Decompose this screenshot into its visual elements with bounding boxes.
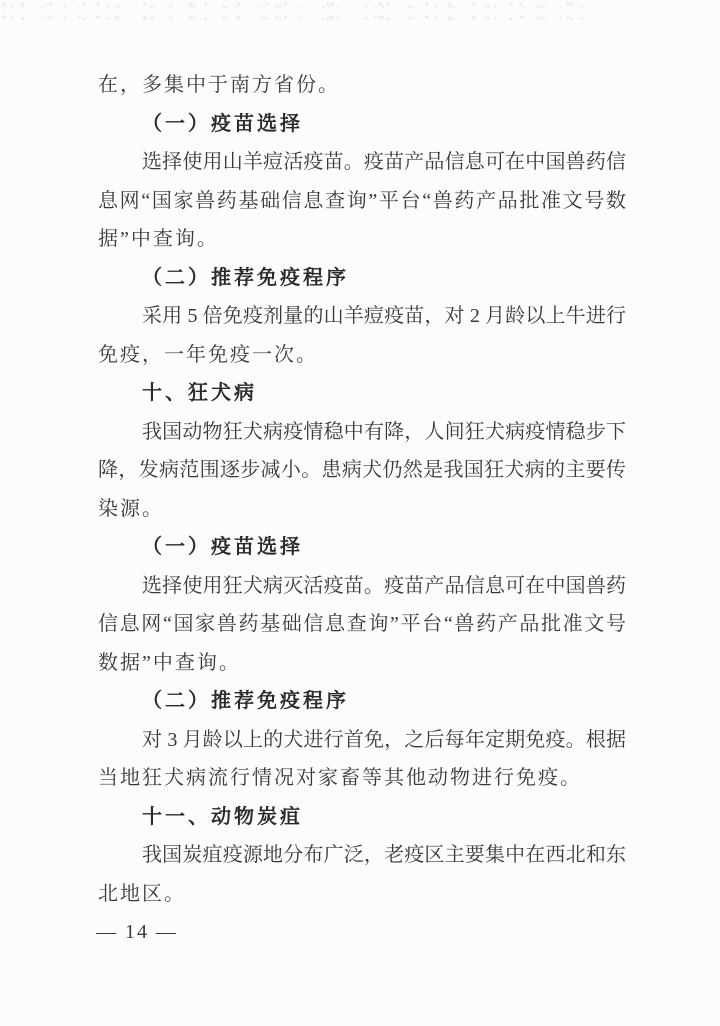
document-content [98, 66, 626, 913]
paragraph [98, 567, 626, 683]
text-line: （二）推荐免疫程序 [142, 266, 349, 289]
scan-noise-artifact [0, 0, 590, 26]
paragraph [98, 721, 626, 798]
paragraph [98, 297, 626, 374]
text-line: 降，发病范围逐步减小。患病犬仍然是我国狂犬病的主要传 [98, 459, 626, 481]
subheading [98, 259, 626, 298]
text-line: 数据”中查询。 [98, 651, 241, 674]
paragraph [98, 836, 626, 913]
text-line: 采用 5 倍免疫剂量的山羊痘疫苗，对 2 月龄以上牛进行 [142, 305, 626, 327]
text-line: 息网“国家兽药基础信息查询”平台“兽药产品批准文号数 [98, 189, 626, 212]
text-line: 十、狂犬病 [142, 382, 257, 404]
text-line: 染源。 [98, 497, 164, 520]
subheading [98, 528, 626, 567]
text-line: 选择使用山羊痘活疫苗。疫苗产品信息可在中国兽药信 [142, 151, 626, 173]
subheading [98, 105, 626, 144]
section-heading [98, 798, 626, 837]
text-line: 对 3 月龄以上的犬进行首免，之后每年定期免疫。根据 [142, 728, 626, 751]
text-line: 选择使用狂犬病灭活疫苗。疫苗产品信息可在中国兽药 [142, 574, 626, 597]
text-line: （一）疫苗选择 [142, 536, 303, 558]
text-line: 十一、动物炭疽 [142, 805, 303, 828]
paragraph [98, 66, 626, 105]
text-line: 免疫，一年免疫一次。 [98, 343, 318, 366]
text-line: 信息网“国家兽药基础信息查询”平台“兽药产品批准文号 [98, 613, 626, 635]
text-line: （二）推荐免疫程序 [142, 690, 349, 712]
section-heading [98, 374, 626, 413]
text-line: 我国动物狂犬病疫情稳中有降，人间狂犬病疫情稳步下 [142, 420, 626, 443]
text-line: 据”中查询。 [98, 228, 219, 250]
page-number: — 14 — [96, 921, 178, 943]
text-line: 北地区。 [98, 882, 186, 905]
text-line: 当地狂犬病流行情况对家畜等其他动物进行免疫。 [98, 767, 582, 789]
text-line: （一）疫苗选择 [142, 112, 303, 135]
text-line: 我国炭疽疫源地分布广泛，老疫区主要集中在西北和东 [142, 844, 626, 866]
paragraph [98, 413, 626, 529]
subheading [98, 682, 626, 721]
paragraph [98, 143, 626, 259]
text-line: 在，多集中于南方省份。 [98, 74, 340, 96]
